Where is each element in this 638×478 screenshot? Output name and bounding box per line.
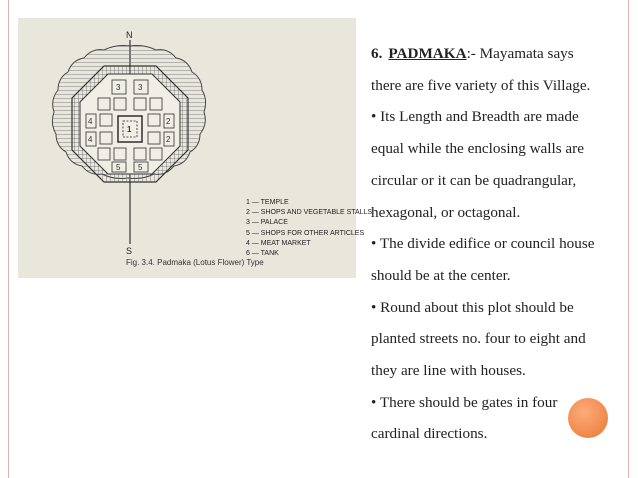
text-line: :- Mayamata says bbox=[466, 45, 574, 62]
text-line: planted streets no. four to eight and bbox=[371, 330, 586, 348]
block-number-center: 1 bbox=[127, 125, 132, 134]
bullet-line: • Round about this plot should be bbox=[371, 298, 574, 316]
slide-body-text bbox=[371, 38, 629, 450]
legend-item: 4 — MEAT MARKET bbox=[246, 239, 311, 247]
slide-frame-left-line bbox=[8, 0, 9, 478]
text-line: cardinal directions. bbox=[371, 425, 488, 443]
legend-item: 6 — TANK bbox=[246, 250, 279, 258]
block-number-bottom-left: 5 bbox=[116, 163, 121, 172]
block-number-top-right: 3 bbox=[138, 83, 143, 92]
legend-item: 3 — PALACE bbox=[246, 219, 288, 227]
south-label: S bbox=[126, 246, 133, 256]
legend-item: 2 — SHOPS AND VEGETABLE STALLS bbox=[246, 209, 373, 217]
text-line: equal while the enclosing walls are bbox=[371, 140, 584, 158]
padmaka-plan-figure bbox=[18, 18, 373, 278]
figure-caption: Fig. 3.4. Padmaka (Lotus Flower) Type bbox=[126, 258, 264, 267]
bullet-line: • Its Length and Breadth are made bbox=[371, 108, 579, 126]
bullet-line: • The divide edifice or council house bbox=[371, 235, 595, 253]
legend-item: 1 — TEMPLE bbox=[246, 199, 289, 206]
north-label: N bbox=[126, 30, 133, 40]
heading-line bbox=[371, 38, 629, 70]
text-line: there are five variety of this Village. bbox=[371, 76, 591, 94]
block-number-left-top: 4 bbox=[88, 117, 93, 126]
legend-item: 5 — SHOPS FOR OTHER ARTICLES bbox=[246, 229, 365, 237]
bullet-line: • There should be gates in four bbox=[371, 393, 558, 411]
block-number-right-bottom: 2 bbox=[166, 135, 171, 144]
heading-number: 6. bbox=[371, 45, 383, 62]
heading-title: PADMAKA bbox=[388, 45, 467, 62]
text-line: circular or it can be quadrangular, bbox=[371, 171, 577, 189]
text-line: they are line with houses. bbox=[371, 362, 526, 380]
block-number-top-left: 3 bbox=[116, 83, 121, 92]
figure-legend bbox=[246, 198, 372, 259]
text-line: should be at the center. bbox=[371, 266, 511, 284]
block-number-left-bottom: 4 bbox=[88, 135, 93, 144]
text-line: hexagonal, or octagonal. bbox=[371, 203, 521, 221]
decorative-orange-circle bbox=[568, 398, 608, 438]
block-number-right-top: 2 bbox=[166, 117, 171, 126]
block-number-bottom-right: 5 bbox=[138, 163, 143, 172]
